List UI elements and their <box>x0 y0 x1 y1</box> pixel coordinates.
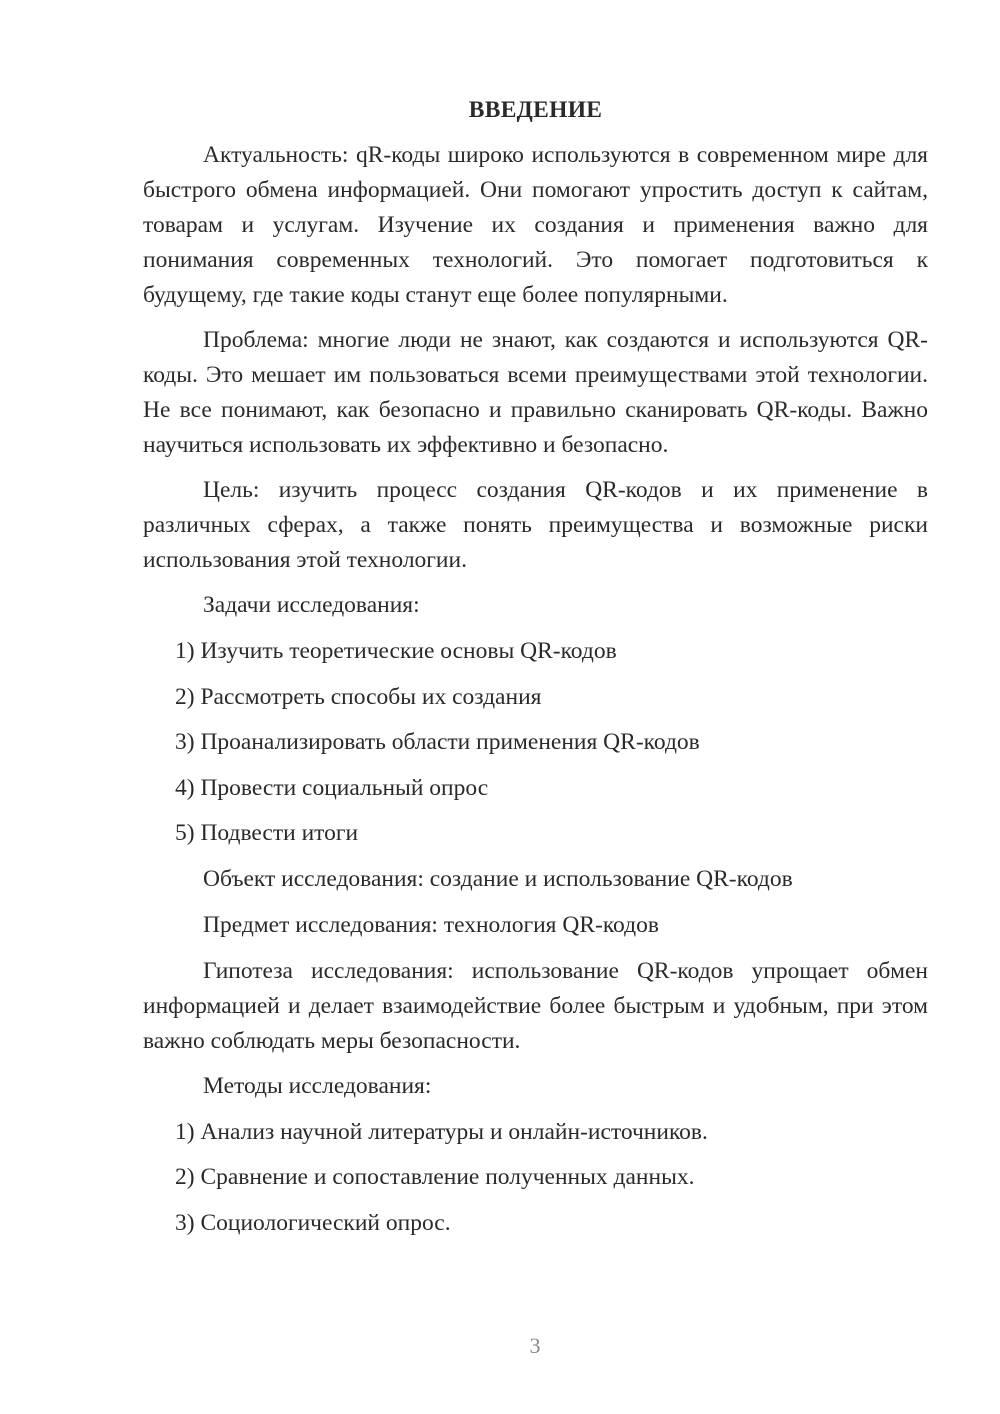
page-number: 3 <box>529 1333 541 1358</box>
task-item: 3) Проанализировать области применения QR-кодов <box>175 729 700 755</box>
methods-heading: Методы исследования: <box>203 1072 432 1099</box>
task-item: 1) Изучить теоретические основы QR-кодов <box>175 638 617 664</box>
goal-paragraph: Цель: изучить процесс создания QR-кодов и их применение в различных сферах, а также понять преимущества и возможные риски использования этой технологии. <box>143 477 928 573</box>
method-item: 2) Сравнение и сопоставление полученных данных. <box>175 1164 695 1190</box>
page-content <box>143 93 928 1251</box>
tasks-heading: Задачи исследования: <box>203 592 420 618</box>
methods-list <box>143 1115 928 1241</box>
method-item: 1) Анализ научной литературы и онлайн-источников. <box>175 1118 708 1145</box>
object-line: Объект исследования: создание и использование QR-кодов <box>203 865 793 892</box>
task-item: 4) Провести социальный опрос <box>175 774 489 801</box>
task-item: 5) Подвести итоги <box>175 820 359 846</box>
tasks-list <box>143 634 928 851</box>
method-item: 3) Социологический опрос. <box>175 1209 451 1236</box>
problem-paragraph: Проблема: многие люди не знают, как создаются и используются QR-коды. Это мешает им пользоваться всеми преимуществами этой технологии. Не все понимают, как безопасно и правильно сканировать QR-коды. Важно научиться использовать их эффективно и безопасно. <box>143 327 928 458</box>
subject-line: Предмет исследования: технология QR-кодов <box>203 911 659 938</box>
page-title: ВВЕДЕНИЕ <box>468 97 603 123</box>
hypothesis-paragraph: Гипотеза исследования: использование QR-кодов упрощает обмен информацией и делает взаимодействие более быстрым и удобным, при этом важно соблюдать меры безопасности. <box>143 957 928 1054</box>
task-item: 2) Рассмотреть способы их создания <box>175 683 542 710</box>
relevance-paragraph: Актуальность: qR-коды широко используются в современном мире для быстрого обмена информацией. Они помогают упростить доступ к сайтам, товарам и услугам. Изучение их создания и применения важно для понимания современных технологий. Это помогает подготовиться к будущему, где такие коды станут еще более популярными. <box>143 142 928 308</box>
